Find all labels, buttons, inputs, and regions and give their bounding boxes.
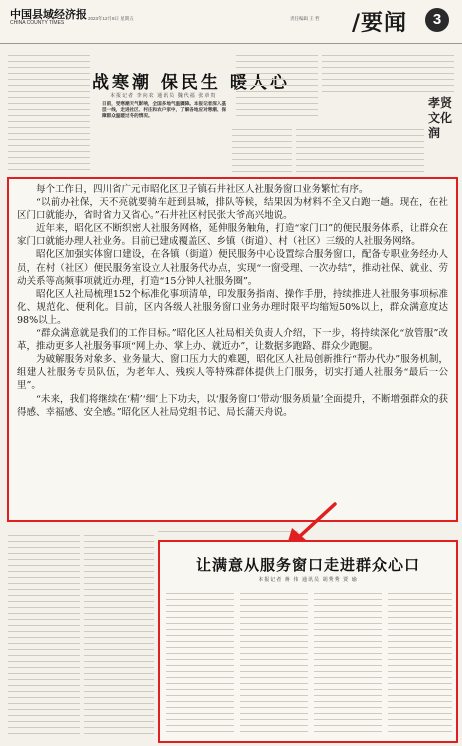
text-column-mid-1 (232, 124, 292, 172)
lower-article-col-1 (166, 588, 234, 740)
lower-article (158, 540, 458, 743)
lower-article-title: 让满意从服务窗口走进群众心口 (195, 556, 420, 574)
page-number-badge: 3 (425, 8, 449, 32)
editor-line: 责任编辑 王 哲 (290, 16, 320, 21)
masthead (0, 0, 462, 44)
text-column-upper-right (322, 50, 454, 94)
highlighted-text-block (7, 177, 458, 522)
paragraph: 为破解服务对象多、业务量大、窗口压力大的难题，昭化区人社局创新推行“帮办代办”服务机制，组建人社服务专员队伍，为老年人、残疾人等特殊群体提供上门服务，切实打通人社服务“最后一公里”。 (17, 354, 448, 392)
paragraph: 昭化区加强实体窗口建设，在各镇（街道）便民服务中心设置综合服务窗口，配备专职业务经办人员，在村（社区）便民服务室设立人社服务代办点，实现“一窗受理、一次办结”，推动社保、就业、劳动关系等高频事项就近办理，打造“15分钟人社服务圈”。 (17, 249, 448, 287)
side-column-title: 孝贤文化润 (428, 96, 453, 140)
lower-article-col-3 (314, 588, 382, 740)
lower-article-col-4 (388, 588, 452, 740)
article-lead: 日前，受寒潮天气影响，全国多地气温骤降。本报记者深入基层一线，走进社区、村庄和农户家中，了解各地应对寒潮、保障群众温暖过冬的情况。 (102, 102, 227, 120)
paragraph: 近年来，昭化区不断织密人社服务网格，延伸服务触角，打造“家门口”的便民服务体系，让群众在家门口就能办理人社业务。目前已建成覆盖区、乡镇（街道）、村（社区）三级的人社服务网络。 (17, 223, 448, 248)
paper-name: 中国县域经济报 (10, 8, 87, 21)
text-column-bottom-2 (84, 530, 154, 742)
paper-name-en: CHINA COUNTY TIMES (10, 20, 65, 26)
article-headline: 战寒潮 保民生 暖人心 (92, 73, 290, 93)
text-column-bottom-1 (8, 530, 80, 742)
paragraph: “以前办社保，天不亮就要骑车赶到县城，排队等候，结果因为材料不全又白跑一趟。现在，在社区门口就能办，省时省力又省心。”石井社区村民张大爷高兴地说。 (17, 197, 448, 222)
text-column-right (296, 124, 424, 172)
article-byline: 本报记者 李向农 通讯员 魏代福 张章贵 (110, 93, 217, 99)
section-name: /要闻 (352, 10, 408, 36)
date-line: 2023年12月8日 星期五 (88, 16, 134, 21)
paragraph: 昭化区人社局梳理152个标准化事项清单，印发服务指南、操作手册，持续推进人社服务事项标准化、规范化、便利化。目前，区内各级人社服务窗口业务办理时限平均缩短50%以上，群众满意度达98%以上。 (17, 288, 448, 326)
paragraph: 每个工作日，四川省广元市昭化区卫子镇石井社区人社服务窗口业务繁忙有序。 (36, 184, 369, 195)
text-column-left (8, 50, 90, 172)
paragraph: “群众满意就是我们的工作目标。”昭化区人社局相关负责人介绍，下一步，将持续深化“放管服”改革，推动更多人社服务事项“网上办、掌上办、就近办”，让数据多跑路、群众少跑腿。 (17, 328, 448, 353)
text-column-mid-2 (236, 50, 318, 120)
paragraph: “未来，我们将继续在‘精’‘细’上下功夫，以‘服务窗口’带动‘服务质量’全面提升，不断增强群众的获得感、幸福感、安全感。”昭化区人社局党组书记、局长蒲天舟说。 (17, 393, 448, 418)
text-column-bottom-3 (158, 526, 298, 536)
lower-article-col-2 (240, 588, 308, 740)
lower-article-byline: 本报记者 蒋 伟 通讯员 胡秀秀 贾 瑜 (258, 577, 358, 583)
